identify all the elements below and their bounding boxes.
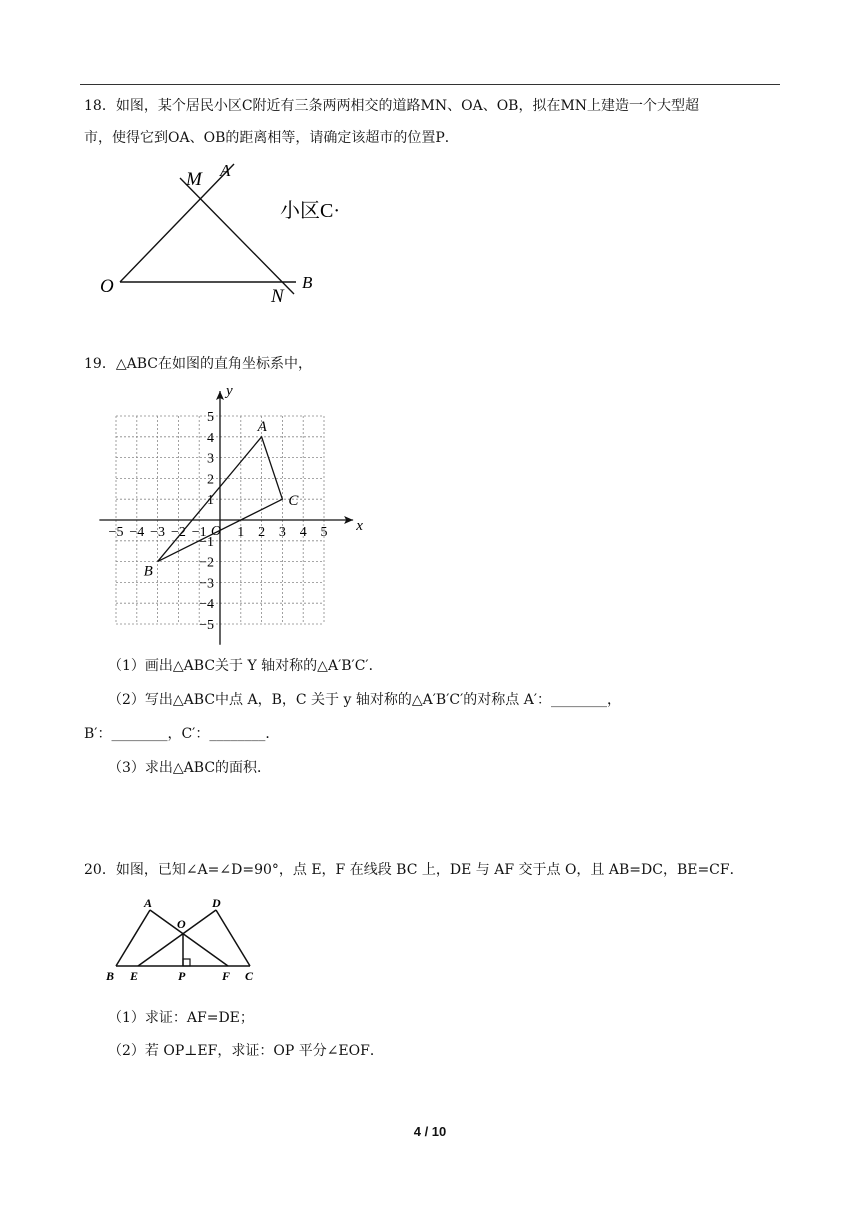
label-c: C <box>245 969 254 983</box>
x-tick-label: −4 <box>129 525 145 540</box>
q19-part2-line1: （2）写出△ABC中点 A，B，C 关于 y 轴对称的△A′B′C′的对称点 A′：________， <box>108 692 622 708</box>
label-a: A <box>220 161 231 180</box>
tick-labels <box>109 410 328 633</box>
label-d: D <box>212 896 221 910</box>
q19-intro: 19．△ABC在如图的直角坐标系中， <box>84 356 312 372</box>
x-axis-label: x <box>356 518 363 534</box>
label-a: A <box>144 896 153 910</box>
vertex-label-b: B <box>143 563 153 580</box>
segment-ab <box>116 910 150 966</box>
q18-figure <box>96 160 356 310</box>
y-tick-label: 5 <box>207 410 214 425</box>
y-axis-label: y <box>226 384 233 400</box>
y-tick-label: 4 <box>207 430 214 446</box>
segment-af <box>150 910 228 966</box>
x-tick-label: 2 <box>258 525 266 540</box>
q19-coordinate-graph <box>96 384 366 646</box>
y-tick-label: 1 <box>207 493 214 509</box>
label-e: E <box>130 969 139 983</box>
x-tick-label: −1 <box>191 525 207 540</box>
x-tick-label: −3 <box>150 525 166 540</box>
label-n: N <box>271 286 284 307</box>
y-tick-label: 2 <box>207 472 214 488</box>
label-o: O <box>100 276 114 297</box>
segment-dc <box>216 910 250 966</box>
y-tick-label: −1 <box>199 534 214 550</box>
x-tick-label: −2 <box>170 525 186 540</box>
x-tick-label: −5 <box>108 525 124 540</box>
q19-part2-line2: B′：________，C′：________． <box>84 726 280 742</box>
q18-text-line2: 市，使得它到OA、OB的距离相等，请确定该超市的位置P． <box>84 130 459 146</box>
road-mn <box>180 178 294 294</box>
q19-part1: （1）画出△ABC关于 Y 轴对称的△A′B′C′． <box>108 658 383 674</box>
x-tick-label: 5 <box>320 525 328 540</box>
page-number: 4 / 10 <box>413 1124 447 1139</box>
vertex-label-a: A <box>257 418 267 435</box>
label-m: M <box>186 169 202 190</box>
y-tick-label: −3 <box>199 576 214 592</box>
y-tick-label: −4 <box>199 597 214 613</box>
label-b: B <box>106 969 115 983</box>
label-o: O <box>177 917 186 931</box>
x-tick-label: 1 <box>237 525 245 540</box>
right-angle-mark <box>183 959 190 966</box>
q20-part1: （1）求证：AF=DE； <box>108 1010 254 1026</box>
vertex-label-c: C <box>288 493 299 510</box>
label-community-c: 小区C· <box>280 200 340 222</box>
q20-part2: （2）若 OP⊥EF，求证：OP 平分∠EOF． <box>108 1043 384 1059</box>
q20-figure <box>104 896 264 986</box>
label-b: B <box>302 273 313 292</box>
label-p: P <box>178 969 186 983</box>
road-oa <box>120 164 234 282</box>
top-rule <box>80 84 780 85</box>
label-f: F <box>222 969 231 983</box>
x-tick-label: 3 <box>278 525 286 540</box>
y-tick-label: 3 <box>207 451 214 467</box>
q19-part3: （3）求出△ABC的面积． <box>108 760 272 776</box>
x-tick-label: 4 <box>299 525 307 540</box>
q20-intro: 20．如图，已知∠A=∠D=90°，点 E，F 在线段 BC 上，DE 与 AF 交于点 O，且 AB=DC，BE=CF． <box>84 862 744 878</box>
q18-text-line1: 18．如图，某个居民小区C附近有三条两两相交的道路MN、OA、OB，拟在MN上建造一个大型超 <box>84 98 700 114</box>
origin-label: O <box>211 524 222 539</box>
y-tick-label: −2 <box>199 555 214 571</box>
y-tick-label: −5 <box>199 618 214 633</box>
